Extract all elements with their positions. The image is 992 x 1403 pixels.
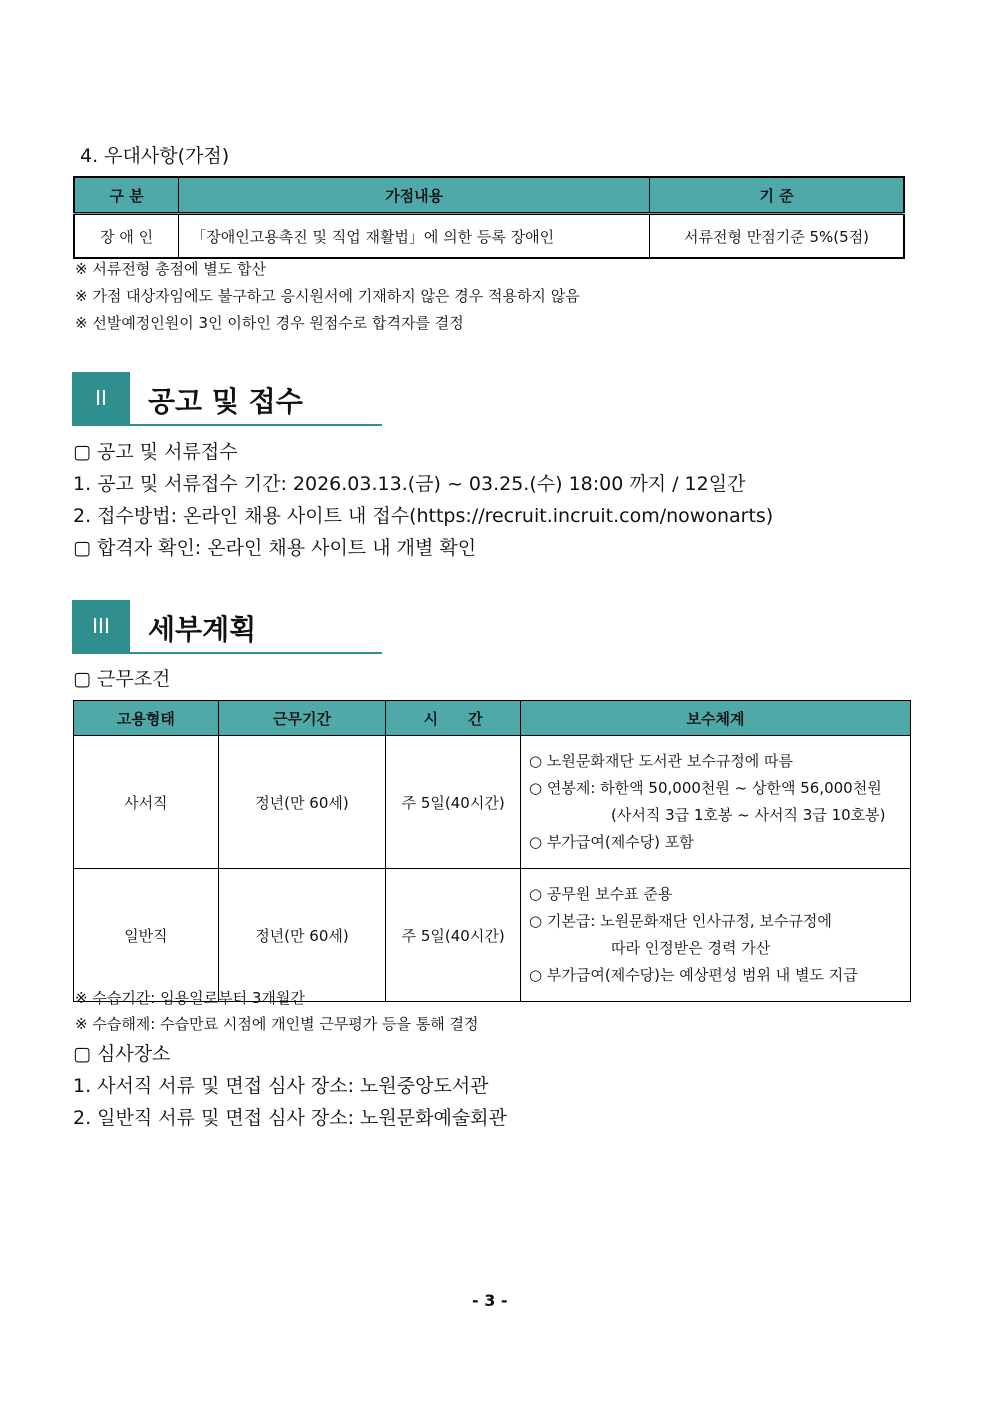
table-header: 시 간	[386, 701, 521, 736]
body-line: 2. 일반직 서류 및 면접 심사 장소: 노원문화예술회관	[73, 1107, 507, 1129]
table-cell: 정년(만 60세)	[218, 736, 386, 869]
pay-line: ○ 부가급여(제수당) 포함	[529, 833, 694, 851]
body-line: 1. 사서직 서류 및 면접 심사 장소: 노원중앙도서관	[73, 1075, 489, 1097]
sub-heading: ▢ 심사장소	[73, 1043, 171, 1065]
table-row	[74, 869, 911, 1002]
work-conditions-table	[73, 700, 911, 1002]
pay-line: ○ 기본급: 노원문화재단 인사규정, 보수규정에	[529, 912, 832, 930]
section-number: II	[72, 372, 130, 424]
table-cell: 일반직	[74, 869, 219, 1002]
table-header: 구 분	[74, 177, 179, 214]
table-header: 보수체계	[521, 701, 911, 736]
preference-heading: 4. 우대사항(가점)	[80, 145, 230, 167]
table-cell: 주 5일(40시간)	[386, 736, 521, 869]
note: ※ 수습기간: 임용일로부터 3개월간	[75, 989, 305, 1007]
section-banner	[72, 372, 382, 426]
pay-line: 따라 인정받은 경력 가산	[611, 939, 771, 957]
note: ※ 가점 대상자임에도 불구하고 응시원서에 기재하지 않은 경우 적용하지 않음	[75, 287, 580, 305]
table-cell: 정년(만 60세)	[218, 869, 386, 1002]
page-number: - 3 -	[472, 1291, 508, 1310]
pay-line: ○ 노원문화재단 도서관 보수규정에 따름	[529, 752, 794, 770]
section-title: 세부계획	[148, 613, 257, 646]
table-cell: 「장애인고용촉진 및 직업 재활법」에 의한 등록 장애인	[179, 214, 650, 259]
table-cell: 서류전형 만점기준 5%(5점)	[650, 214, 904, 259]
table-row	[74, 214, 904, 259]
section-number: III	[72, 600, 130, 652]
table-header: 고용형태	[74, 701, 219, 736]
table-cell: 장 애 인	[74, 214, 179, 259]
body-line: 1. 공고 및 서류접수 기간: 2026.03.13.(금) ~ 03.25.(수) 18:00 까지 / 12일간	[73, 473, 746, 495]
pay-line: ○ 연봉제: 하한액 50,000천원 ~ 상한액 56,000천원	[529, 779, 882, 797]
note: ※ 선발예정인원이 3인 이하인 경우 원점수로 합격자를 결정	[75, 314, 464, 332]
pay-cell	[521, 736, 911, 869]
pay-cell	[521, 869, 911, 1002]
table-header: 가점내용	[179, 177, 650, 214]
table-header: 기 준	[650, 177, 904, 214]
table-header-row	[74, 177, 904, 214]
section-title: 공고 및 접수	[148, 385, 303, 418]
table-header-row	[74, 701, 911, 736]
sub-heading: ▢ 근무조건	[73, 668, 171, 690]
body-line: ▢ 합격자 확인: 온라인 채용 사이트 내 개별 확인	[73, 537, 477, 559]
table-header: 근무기간	[218, 701, 386, 736]
pay-line: (사서직 3급 1호봉 ~ 사서직 3급 10호봉)	[611, 806, 886, 824]
pay-line: ○ 공무원 보수표 준용	[529, 885, 673, 903]
note: ※ 수습해제: 수습만료 시점에 개인별 근무평가 등을 통해 결정	[75, 1015, 479, 1033]
table-cell: 주 5일(40시간)	[386, 869, 521, 1002]
pay-line: ○ 부가급여(제수당)는 예상편성 범위 내 별도 지급	[529, 966, 858, 984]
body-line: ▢ 공고 및 서류접수	[73, 441, 238, 463]
body-line: 2. 접수방법: 온라인 채용 사이트 내 접수(https://recruit.incruit.com/nowonarts)	[73, 505, 774, 527]
table-cell: 사서직	[74, 736, 219, 869]
table-row	[74, 736, 911, 869]
section-banner	[72, 600, 382, 654]
note: ※ 서류전형 총점에 별도 합산	[75, 260, 267, 278]
preference-table	[73, 176, 905, 259]
